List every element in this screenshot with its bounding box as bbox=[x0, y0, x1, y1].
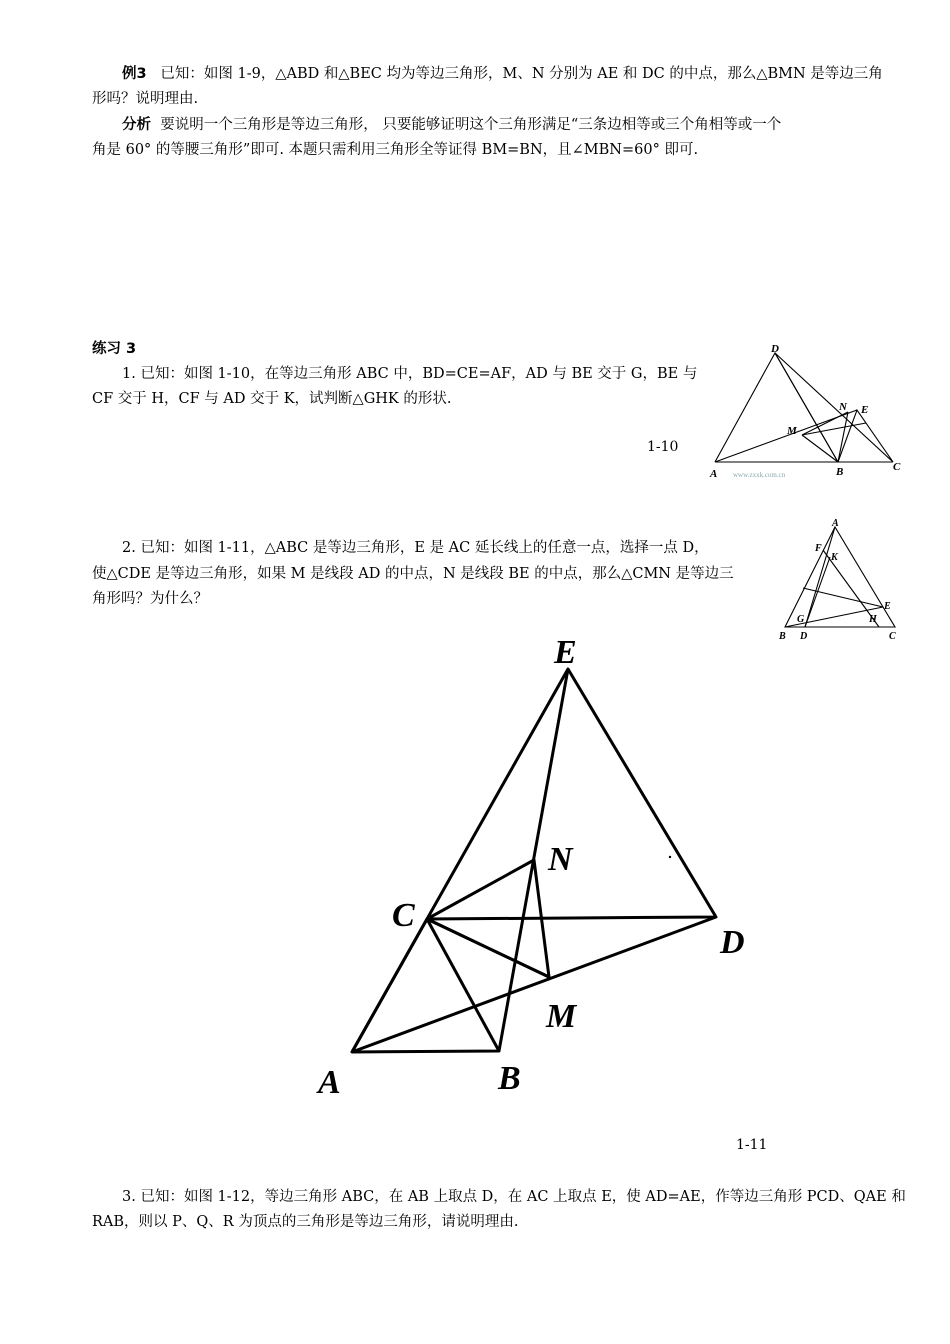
q3-line1: 3. 已知：如图 1-12，等边三角形 ABC，在 AB 上取点 D，在 AC 上取点 E，使 AD=AE，作等边三角形 PCD、QAE 和 bbox=[122, 1189, 906, 1205]
fig11-label-m: M bbox=[546, 998, 577, 1035]
q2-line1: 2. 已知：如图 1-11，△ABC 是等边三角形，E 是 AC 延长线上的任意一点，选择一点 D， bbox=[122, 540, 709, 556]
fig11-label-n: N bbox=[548, 841, 573, 878]
fig10-label-n: N bbox=[839, 401, 847, 413]
analysis-line2: 角是 60° 的等腰三角形”即可. 本题只需利用三角形全等证得 BM=BN，且∠MBN=60° 即可. bbox=[92, 142, 699, 158]
small-label-a: A bbox=[832, 518, 839, 529]
small-label-f: F bbox=[815, 543, 822, 554]
fig-1-11-caption: 1-11 bbox=[736, 1137, 768, 1153]
figure-1-10 bbox=[705, 340, 905, 480]
q1-line1: 1. 已知：如图 1-10，在等边三角形 ABC 中，BD=CE=AF，AD 与 BE 交于 G，BE 与 bbox=[122, 366, 698, 382]
fig11-label-e: E bbox=[554, 634, 577, 671]
practice3-heading: 练习 3 bbox=[92, 341, 137, 357]
fig10-label-c: C bbox=[893, 461, 901, 473]
example3-line2: 形吗？说明理由. bbox=[92, 91, 199, 107]
fig-1-10-caption: 1-10 bbox=[647, 439, 679, 455]
fig10-label-d: D bbox=[771, 343, 779, 355]
fig10-label-m: M bbox=[787, 425, 797, 437]
small-label-h: H bbox=[869, 614, 877, 625]
small-label-k: K bbox=[831, 552, 838, 563]
small-label-b: B bbox=[779, 631, 786, 642]
figure-1-11 bbox=[310, 630, 790, 1110]
fig10-watermark: www.zxxk.com.cn bbox=[733, 471, 786, 479]
example3-label: 例3 bbox=[122, 66, 147, 82]
fig11-label-b: B bbox=[498, 1060, 521, 1097]
small-label-g: G bbox=[797, 614, 805, 625]
small-label-d: D bbox=[800, 631, 808, 642]
figure-small-triangle bbox=[775, 515, 905, 645]
fig11-label-a: A bbox=[318, 1064, 341, 1101]
fig11-label-c: C bbox=[392, 897, 415, 934]
example3-line1 bbox=[92, 64, 902, 84]
q1-line2: CF 交于 H，CF 与 AD 交于 K，试判断△GHK 的形状. bbox=[92, 391, 452, 407]
fig10-label-a: A bbox=[710, 468, 718, 480]
analysis-text1: 要说明一个三角形是等边三角形， 只要能够证明这个三角形满足“三条边相等或三个角相等或一个 bbox=[160, 117, 782, 133]
q2-line3: 角形吗？为什么？ bbox=[92, 591, 208, 607]
fig10-label-e: E bbox=[861, 404, 869, 416]
fig10-label-b: B bbox=[836, 466, 844, 478]
q2-line2: 使△CDE 是等边三角形，如果 M 是线段 AD 的中点，N 是线段 BE 的中点，那么△CMN 是等边三 bbox=[92, 566, 734, 582]
analysis-line1 bbox=[92, 115, 902, 135]
example3-text1: 已知：如图 1-9，△ABD 和△BEC 均为等边三角形，M、N 分别为 AE 和 DC 的中点，那么△BMN 是等边三角 bbox=[160, 66, 883, 82]
q3-line2: RAB，则以 P、Q、R 为顶点的三角形是等边三角形，请说明理由. bbox=[92, 1214, 519, 1230]
fig11-label-d: D bbox=[720, 924, 745, 961]
analysis-label: 分析 bbox=[122, 117, 151, 133]
small-label-c: C bbox=[889, 631, 896, 642]
small-label-e: E bbox=[884, 601, 891, 612]
